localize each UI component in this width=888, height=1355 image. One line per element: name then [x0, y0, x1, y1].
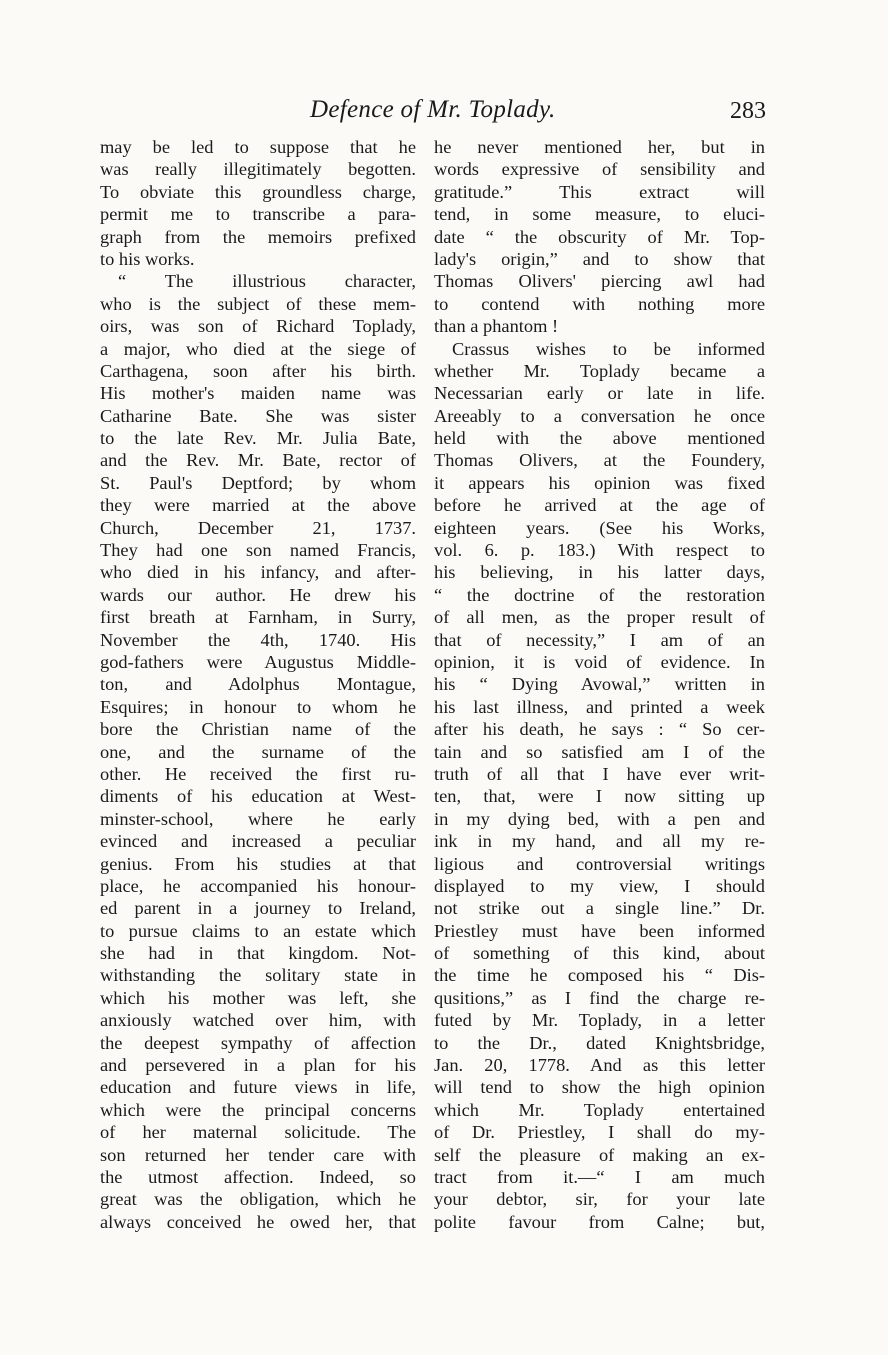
- text-line: his “ Dying Avowal,” written in: [434, 674, 765, 695]
- text-line: wards our author. He drew his: [100, 584, 416, 605]
- text-line: always conceived he owed her, that: [100, 1211, 416, 1232]
- text-line: his believing, in his latter days,: [434, 562, 765, 583]
- text-line: held with the above mentioned: [434, 428, 765, 449]
- text-line: qusitions,” as I find the charge re-: [434, 987, 765, 1008]
- text-line: ligious and controversial writings: [434, 853, 765, 874]
- text-line: after his death, he says : “ So cer-: [434, 719, 765, 740]
- text-line: god-fathers were Augustus Middle-: [100, 651, 416, 672]
- text-line: November the 4th, 1740. His: [100, 629, 416, 650]
- text-line: will tend to show the high opinion: [434, 1077, 765, 1098]
- text-line: great was the obligation, which he: [100, 1189, 416, 1210]
- text-line: to the Dr., dated Knightsbridge,: [434, 1032, 765, 1053]
- text-line: Areeably to a conversation he once: [434, 405, 765, 426]
- text-line: truth of all that I have ever writ-: [434, 763, 765, 784]
- text-line: a major, who died at the siege of: [100, 338, 416, 359]
- text-line: that of necessity,” I am of an: [434, 629, 765, 650]
- text-line: one, and the surname of the: [100, 741, 416, 762]
- text-line: first breath at Farnham, in Surry,: [100, 607, 416, 628]
- left-text-column: [100, 136, 416, 1233]
- text-line: may be led to suppose that he: [100, 137, 416, 157]
- text-line: evinced and increased a peculiar: [100, 831, 416, 852]
- running-title: Defence of Mr. Toplady.: [310, 96, 556, 123]
- text-line: words expressive of sensibility and: [434, 159, 765, 180]
- text-line: which Mr. Toplady entertained: [434, 1099, 765, 1120]
- text-line: Thomas Olivers, at the Foundery,: [434, 450, 765, 471]
- text-line: gratitude.” This extract will: [434, 181, 765, 202]
- text-line: of all men, as the proper result of: [434, 607, 765, 628]
- text-line: St. Paul's Deptford; by whom: [100, 472, 416, 493]
- right-text-column: [434, 136, 765, 1233]
- text-line: of her maternal solicitude. The: [100, 1122, 416, 1143]
- text-line: His mother's maiden name was: [100, 383, 416, 404]
- text-line: Carthagena, soon after his birth.: [100, 360, 416, 381]
- text-line: place, he accompanied his honour-: [100, 875, 416, 896]
- text-line: Necessarian early or late in life.: [434, 383, 765, 404]
- text-line: to contend with nothing more: [434, 293, 765, 314]
- text-line: the utmost affection. Indeed, so: [100, 1166, 416, 1187]
- text-line: “ the doctrine of the restoration: [434, 584, 765, 605]
- text-line: son returned her tender care with: [100, 1144, 416, 1165]
- text-line: self the pleasure of making an ex-: [434, 1144, 765, 1165]
- text-line: ten, that, were I now sitting up: [434, 786, 765, 807]
- text-line: to his works.: [100, 248, 195, 269]
- text-line: other. He received the first ru-: [100, 763, 416, 784]
- text-line: of Dr. Priestley, I shall do my-: [434, 1122, 765, 1143]
- text-line: permit me to transcribe a para-: [100, 204, 416, 225]
- text-line: ed parent in a journey to Ireland,: [100, 898, 416, 919]
- running-header: [0, 96, 888, 126]
- text-line: Esquires; in honour to whom he: [100, 696, 416, 717]
- text-line: education and future views in life,: [100, 1077, 416, 1098]
- text-line: to the late Rev. Mr. Julia Bate,: [100, 428, 416, 449]
- text-line: opinion, it is void of evidence. In: [434, 651, 765, 672]
- page-number: 283: [730, 98, 766, 124]
- text-line: tract from it.—“ I am much: [434, 1166, 765, 1187]
- text-line: Catharine Bate. She was sister: [100, 405, 416, 426]
- text-line: was really illegitimately begotten.: [100, 159, 416, 180]
- text-line: who died in his infancy, and after-: [100, 562, 416, 583]
- text-line: to pursue claims to an estate which: [100, 920, 416, 941]
- text-line: the deepest sympathy of affection: [100, 1032, 416, 1053]
- text-line: oirs, was son of Richard Toplady,: [100, 316, 416, 337]
- text-line: your debtor, sir, for your late: [434, 1189, 765, 1210]
- text-line: whether Mr. Toplady became a: [434, 360, 765, 381]
- text-line: genius. From his studies at that: [100, 853, 416, 874]
- text-line: and the Rev. Mr. Bate, rector of: [100, 450, 416, 471]
- text-line: “ The illustrious character,: [118, 271, 416, 292]
- text-line: bore the Christian name of the: [100, 719, 416, 740]
- text-line: she had in that kingdom. Not-: [100, 943, 416, 964]
- text-line: graph from the memoirs prefixed: [100, 226, 416, 247]
- text-line: ton, and Adolphus Montague,: [100, 674, 416, 695]
- text-line: minster-school, where he early: [100, 808, 416, 829]
- text-line: they were married at the above: [100, 495, 416, 516]
- text-line: date “ the obscurity of Mr. Top-: [434, 226, 765, 247]
- text-line: anxiously watched over him, with: [100, 1010, 416, 1031]
- text-line: which were the principal concerns: [100, 1099, 416, 1120]
- text-line: Thomas Olivers' piercing awl had: [434, 271, 765, 292]
- text-line: To obviate this groundless charge,: [100, 181, 416, 202]
- text-line: withstanding the solitary state in: [100, 965, 416, 986]
- text-line: diments of his education at West-: [100, 786, 416, 807]
- text-line: in my dying bed, with a pen and: [434, 808, 765, 829]
- text-line: which his mother was left, she: [100, 987, 416, 1008]
- text-line: the time he composed his “ Dis-: [434, 965, 765, 986]
- text-line: than a phantom !: [434, 316, 559, 337]
- text-line: tend, in some measure, to eluci-: [434, 204, 765, 225]
- text-line: polite favour from Calne; but,: [434, 1211, 765, 1232]
- text-line: who is the subject of these mem-: [100, 293, 416, 314]
- text-line: it appears his opinion was fixed: [434, 472, 765, 493]
- text-line: he never mentioned her, but in: [434, 137, 765, 157]
- text-line: displayed to my view, I should: [434, 875, 765, 896]
- text-line: They had one son named Francis,: [100, 540, 416, 561]
- text-line: Jan. 20, 1778. And as this letter: [434, 1055, 765, 1076]
- text-line: before he arrived at the age of: [434, 495, 765, 516]
- text-line: and persevered in a plan for his: [100, 1055, 416, 1076]
- text-line: his last illness, and printed a week: [434, 696, 765, 717]
- text-line: ink in my hand, and all my re-: [434, 831, 765, 852]
- text-line: Church, December 21, 1737.: [100, 517, 416, 538]
- text-line: lady's origin,” and to show that: [434, 248, 765, 269]
- text-line: tain and so satisfied am I of the: [434, 741, 765, 762]
- text-line: eighteen years. (See his Works,: [434, 517, 765, 538]
- text-line: Crassus wishes to be informed: [452, 338, 765, 359]
- text-line: Priestley must have been informed: [434, 920, 765, 941]
- text-line: futed by Mr. Toplady, in a letter: [434, 1010, 765, 1031]
- text-line: of something of this kind, about: [434, 943, 765, 964]
- text-line: not strike out a single line.” Dr.: [434, 898, 765, 919]
- text-line: vol. 6. p. 183.) With respect to: [434, 540, 765, 561]
